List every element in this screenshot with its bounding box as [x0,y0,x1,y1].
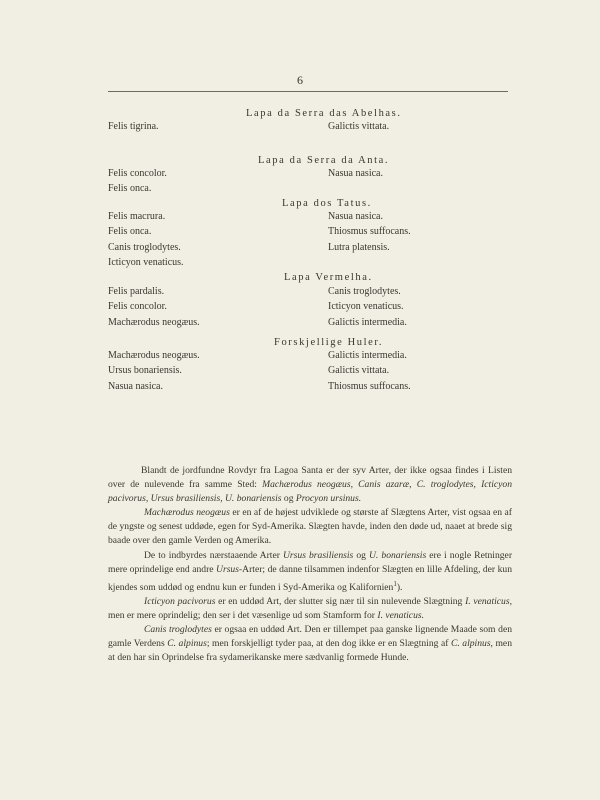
species-entry: Nasua nasica. [328,211,383,222]
footnote-marker[interactable]: 1 [393,579,397,588]
section-heading-abelhas: Lapa da Serra das Abelhas. [246,108,402,119]
section-heading-tatus: Lapa dos Tatus. [282,198,372,209]
page-number: 6 [297,73,303,87]
species-entry: Machærodus neogæus. [108,316,200,328]
species-entry: Thiosmus suffocans. [328,380,411,392]
left-list-forskjellige [108,348,200,394]
species-entry: Machærodus neogæus. [108,350,200,361]
right-list-anta [328,166,383,181]
right-list-abelhas [328,119,389,134]
right-list-tatus [328,209,411,255]
species-entry: Felis onca. [108,226,152,238]
species-entry: Galictis intermedia. [328,350,407,361]
species-entry: Felis pardalis. [108,286,165,297]
right-list-vermelha [328,284,407,330]
species-entry: Icticyon venaticus. [108,256,184,268]
left-list-tatus [108,209,184,270]
header-rule [108,91,508,92]
species-entry: Lutra platensis. [328,241,390,253]
paragraph-canis: Canis troglodytes er ogsaa en uddød Art. Den er tillempet paa ganske lignende Maade som den gamle Verdens C. alpinus; men forskjelligt tyder paa, at den dog ikke er en Slægtning af C. alpinus, men at den har sin Oprindelse fra sydamerikanske mere sædvanlig formede Hunde. [108,624,512,664]
section-heading-vermelha: Lapa Vermelha. [284,272,373,283]
species-entry: Nasua nasica. [328,168,383,179]
species-entry: Thiosmus suffocans. [328,226,411,238]
left-list-vermelha [108,284,200,330]
species-entry: Felis tigrina. [108,121,159,132]
paragraph-extinct-species: Blandt de jordfundne Rovdyr fra Lagoa Santa er der syv Arter, der ikke ogsaa findes i Listen over de nulevende fra samme Sted: Machærodus neogæus, Canis azaræ, C. troglodytes, Icticyon pacivorus, Ursus brasiliensis, U. bonariensis og Procyon ursinus. [108,465,512,505]
species-entry: Felis macrura. [108,211,166,222]
right-list-forskjellige [328,348,411,394]
paragraph-machaerodus: Machærodus neogæus er en af de højest udviklede og største af Slægtens Arter, vist ogsaa en af de yngste og senest uddøde, egen for Syd-Amerika. Slægten havde, inden den døde ud, naaet at brede sig baade over den gamle Verden og Amerika. [108,507,512,547]
species-entry: Ursus bonariensis. [108,365,182,377]
species-entry: Felis onca. [108,183,152,195]
species-entry: Canis troglodytes. [328,286,401,297]
left-list-anta [108,166,167,197]
section-heading-anta: Lapa da Serra da Anta. [258,155,390,166]
species-entry: Galictis vittata. [328,121,390,132]
species-entry: Galictis vittata. [328,365,390,377]
species-entry: Nasua nasica. [108,380,163,392]
paragraph-ursus: De to indbyrdes nærstaaende Arter Ursus brasiliensis og U. bonariensis ere i nogle Retninger mere oprindelige end andre Ursus-Arter; de danne tilsammen indenfor Slægten en lille Afdeling, der kun kjendes som uddød og endnu kun er funden i Syd-Amerika og Kalifornien$^1$). [108,549,513,593]
species-entry: Felis concolor. [108,301,167,313]
section-heading-forskjellige: Forskjellige Huler. [274,337,384,348]
left-list-abelhas [108,119,159,134]
species-entry: Galictis intermedia. [328,316,407,328]
body-text [108,464,512,666]
species-entry: Canis troglodytes. [108,241,181,253]
paragraph-icticyon: Icticyon pacivorus er en uddød Art, der slutter sig nær til sin nulevende Slægtning I. venaticus, men er mere oprindelig; den ser i det væsenlige ud som Stamform for I. venaticus. [108,596,512,622]
species-entry: Felis concolor. [108,168,167,179]
species-entry: Icticyon venaticus. [328,301,404,313]
